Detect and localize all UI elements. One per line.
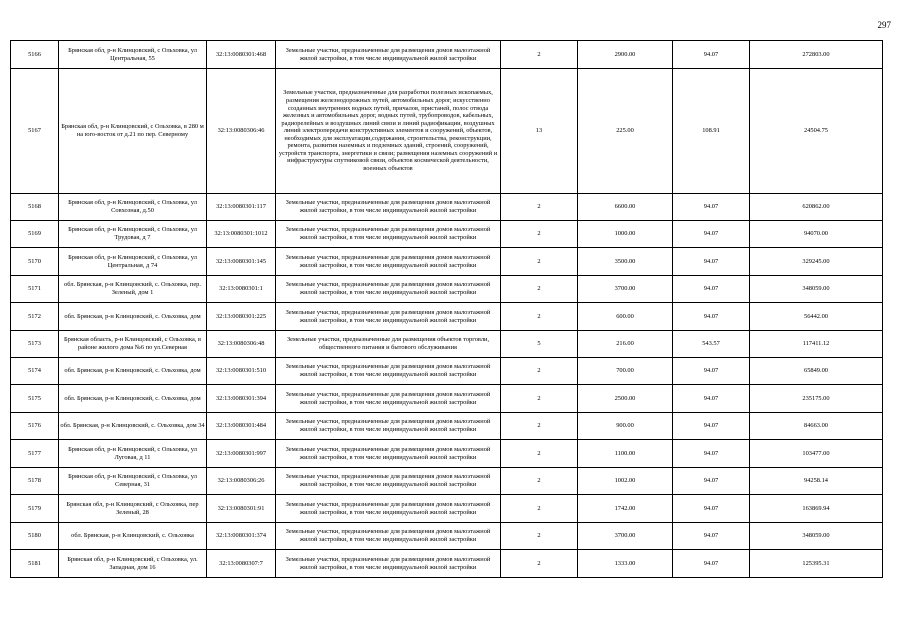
specific-value-cell: 94.07 — [673, 440, 750, 468]
cadastral-value-cell: 94258.14 — [750, 468, 883, 495]
category-cell: 5 — [501, 331, 578, 358]
specific-value-cell: 94.07 — [673, 194, 750, 221]
table-row — [11, 550, 883, 578]
row-number-cell: 5181 — [11, 550, 59, 578]
specific-value-cell: 94.07 — [673, 276, 750, 303]
row-number-cell: 5180 — [11, 523, 59, 550]
table-row — [11, 276, 883, 303]
cadastral-value-cell: 125395.31 — [750, 550, 883, 578]
category-cell: 2 — [501, 276, 578, 303]
cadastral-number-cell: 32:13:0080301:1012 — [207, 221, 276, 248]
address-cell: Брянская обл, р-н Клинцовский, с Ольховка, пер Зеленый, 28 — [59, 495, 207, 523]
specific-value-cell: 94.07 — [673, 523, 750, 550]
address-cell: Брянская обл, р-н Клинцовский, с Ольховка, в 280 м на юго-восток от д.21 по пер. Северному — [59, 69, 207, 194]
permitted-use-cell: Земельные участки, предназначенные для размещения домов малоэтажной жилой застройки, в том числе индивидуальной жилой застройки — [276, 550, 501, 578]
address-cell: Брянская область, р-н Клинцовский, с Ольховка, в районе жилого дома №6 по ул.Северная — [59, 331, 207, 358]
area-cell: 900.00 — [578, 413, 673, 440]
permitted-use-cell: Земельные участки, предназначенные для разработки полезных ископаемых, размещения железнодорожных путей, автомобильных дорог, искусственно созданных внутренних водных путей, причалов, пристаней, полос отвода железных и автомобильных дорог, водных путей, трубопроводов, кабельных, радиорелейных и воздушных линий связи и линий радиофикации, воздушных линий электропередачи конструктивных элементов и сооружений, объектов, необходимых для эксплуатации,содержания, строительства, реконструкции, ремонта, развития наземных и подземных зданий, строений, сооружений, устройств транспорта, энергетики и связи; размещения наземных сооружений и инфраструктуры спутниковой связи, объектов космической деятельности, военных объектов — [276, 69, 501, 194]
permitted-use-cell: Земельные участки, предназначенные для размещения домов малоэтажной жилой застройки, в том числе индивидуальной жилой застройки — [276, 385, 501, 413]
address-cell: Брянская обл, р-н Клинцовский, с Ольховка, ул Центральная, 55 — [59, 41, 207, 69]
permitted-use-cell: Земельные участки, предназначенные для размещения домов малоэтажной жилой застройки, в том числе индивидуальной жилой застройки — [276, 248, 501, 276]
category-cell: 2 — [501, 468, 578, 495]
area-cell: 2500.00 — [578, 385, 673, 413]
area-cell: 1002.00 — [578, 468, 673, 495]
permitted-use-cell: Земельные участки, предназначенные для размещения домов малоэтажной жилой застройки, в том числе индивидуальной жилой застройки — [276, 194, 501, 221]
cadastral-number-cell: 32:13:0080301:468 — [207, 41, 276, 69]
cadastral-value-cell: 84663.00 — [750, 413, 883, 440]
permitted-use-cell: Земельные участки, предназначенные для размещения домов малоэтажной жилой застройки, в том числе индивидуальной жилой застройки — [276, 413, 501, 440]
specific-value-cell: 94.07 — [673, 221, 750, 248]
area-cell: 2900.00 — [578, 41, 673, 69]
cadastral-number-cell: 32:13:0080301:225 — [207, 303, 276, 331]
cadastral-number-cell: 32:13:0080301:394 — [207, 385, 276, 413]
cadastral-number-cell: 32:13:0080301:374 — [207, 523, 276, 550]
permitted-use-cell: Земельные участки, предназначенные для размещения домов малоэтажной жилой застройки, в том числе индивидуальной жилой застройки — [276, 276, 501, 303]
cadastral-value-cell: 235175.00 — [750, 385, 883, 413]
specific-value-cell: 94.07 — [673, 413, 750, 440]
cadastral-value-cell: 24504.75 — [750, 69, 883, 194]
row-number-cell: 5176 — [11, 413, 59, 440]
category-cell: 2 — [501, 358, 578, 385]
row-number-cell: 5175 — [11, 385, 59, 413]
permitted-use-cell: Земельные участки, предназначенные для размещения домов малоэтажной жилой застройки, в том числе индивидуальной жилой застройки — [276, 468, 501, 495]
category-cell: 2 — [501, 41, 578, 69]
area-cell: 1100.00 — [578, 440, 673, 468]
category-cell: 2 — [501, 413, 578, 440]
row-number-cell: 5172 — [11, 303, 59, 331]
specific-value-cell: 94.07 — [673, 358, 750, 385]
specific-value-cell: 94.07 — [673, 550, 750, 578]
specific-value-cell: 94.07 — [673, 385, 750, 413]
area-cell: 225.00 — [578, 69, 673, 194]
cadastral-value-cell: 117411.12 — [750, 331, 883, 358]
area-cell: 3700.00 — [578, 276, 673, 303]
address-cell: Брянская обл, р-н Клинцовский, с Ольховка, ул. Западная, дом 16 — [59, 550, 207, 578]
table-row — [11, 385, 883, 413]
permitted-use-cell: Земельные участки, предназначенные для размещения домов малоэтажной жилой застройки, в том числе индивидуальной жилой застройки — [276, 358, 501, 385]
cadastral-number-cell: 32:13:0080307:7 — [207, 550, 276, 578]
area-cell: 700.00 — [578, 358, 673, 385]
table-row — [11, 523, 883, 550]
area-cell: 3500.00 — [578, 248, 673, 276]
category-cell: 2 — [501, 221, 578, 248]
row-number-cell: 5168 — [11, 194, 59, 221]
cadastral-number-cell: 32:13:0080301:484 — [207, 413, 276, 440]
specific-value-cell: 94.07 — [673, 41, 750, 69]
category-cell: 2 — [501, 303, 578, 331]
specific-value-cell: 94.07 — [673, 495, 750, 523]
permitted-use-cell: Земельные участки, предназначенные для размещения домов малоэтажной жилой застройки, в том числе индивидуальной жилой застройки — [276, 303, 501, 331]
cadastral-number-cell: 32:13:0080306:26 — [207, 468, 276, 495]
cadastral-number-cell: 32:13:0080301:91 — [207, 495, 276, 523]
row-number-cell: 5167 — [11, 69, 59, 194]
address-cell: Брянская обл, р-н Клинцовский, с Ольховка, ул Северная, 31 — [59, 468, 207, 495]
area-cell: 1333.00 — [578, 550, 673, 578]
area-cell: 6600.00 — [578, 194, 673, 221]
table-row — [11, 194, 883, 221]
category-cell: 2 — [501, 385, 578, 413]
category-cell: 2 — [501, 440, 578, 468]
cadastral-value-cell: 272803.00 — [750, 41, 883, 69]
cadastral-value-cell: 620862.00 — [750, 194, 883, 221]
table-row — [11, 358, 883, 385]
address-cell: Брянская обл, р-н Клинцовский, с Ольховка, ул Трудовая, д 7 — [59, 221, 207, 248]
row-number-cell: 5170 — [11, 248, 59, 276]
address-cell: обл. Брянская, р-н Клинцовский, с. Ольховка, дом — [59, 385, 207, 413]
table-row — [11, 221, 883, 248]
table-body — [11, 41, 883, 578]
cadastral-number-cell: 32:13:0080301:997 — [207, 440, 276, 468]
permitted-use-cell: Земельные участки, предназначенные для размещения домов малоэтажной жилой застройки, в том числе индивидуальной жилой застройки — [276, 440, 501, 468]
address-cell: обл. Брянская, р-н Клинцовский, с. Ольховка, пер. Зеленый, дом 1 — [59, 276, 207, 303]
category-cell: 2 — [501, 248, 578, 276]
address-cell: Брянская обл, р-н Клинцовский, с Ольховка, ул Центральная, д 74 — [59, 248, 207, 276]
area-cell: 3700.00 — [578, 523, 673, 550]
area-cell: 216.00 — [578, 331, 673, 358]
cadastral-value-cell: 163869.94 — [750, 495, 883, 523]
specific-value-cell: 94.07 — [673, 248, 750, 276]
table-row — [11, 440, 883, 468]
row-number-cell: 5178 — [11, 468, 59, 495]
table-row — [11, 495, 883, 523]
cadastral-number-cell: 32:13:0080301:145 — [207, 248, 276, 276]
row-number-cell: 5173 — [11, 331, 59, 358]
cadastral-value-cell: 329245.00 — [750, 248, 883, 276]
specific-value-cell: 108.91 — [673, 69, 750, 194]
permitted-use-cell: Земельные участки, предназначенные для размещения домов малоэтажной жилой застройки, в том числе индивидуальной жилой застройки — [276, 41, 501, 69]
land-registry-table — [10, 40, 883, 578]
cadastral-value-cell: 103477.00 — [750, 440, 883, 468]
cadastral-number-cell: 32:13:0080301:1 — [207, 276, 276, 303]
cadastral-number-cell: 32:13:0080306:46 — [207, 69, 276, 194]
address-cell: обл. Брянская, р-н Клинцовский, с. Ольховка, дом — [59, 303, 207, 331]
category-cell: 2 — [501, 194, 578, 221]
area-cell: 1742.00 — [578, 495, 673, 523]
permitted-use-cell: Земельные участки, предназначенные для размещения домов малоэтажной жилой застройки, в том числе индивидуальной жилой застройки — [276, 523, 501, 550]
specific-value-cell: 94.07 — [673, 303, 750, 331]
table-row — [11, 303, 883, 331]
category-cell: 2 — [501, 550, 578, 578]
address-cell: Брянская обл, р-н Клинцовский, с Ольховка, ул Луговая, д 11 — [59, 440, 207, 468]
address-cell: обл. Брянская, р-н Клинцовский, с. Ольховка, дом — [59, 358, 207, 385]
row-number-cell: 5174 — [11, 358, 59, 385]
cadastral-number-cell: 32:13:0080301:510 — [207, 358, 276, 385]
cadastral-number-cell: 32:13:0080301:117 — [207, 194, 276, 221]
cadastral-value-cell: 348059.00 — [750, 523, 883, 550]
table-row — [11, 468, 883, 495]
address-cell: обл. Брянская, р-н Клинцовский, с. Ольховка — [59, 523, 207, 550]
table-row — [11, 413, 883, 440]
cadastral-value-cell: 56442.00 — [750, 303, 883, 331]
row-number-cell: 5169 — [11, 221, 59, 248]
row-number-cell: 5177 — [11, 440, 59, 468]
cadastral-value-cell: 348059.00 — [750, 276, 883, 303]
row-number-cell: 5171 — [11, 276, 59, 303]
page-number: 297 — [877, 20, 891, 30]
table-row — [11, 41, 883, 69]
cadastral-value-cell: 65849.00 — [750, 358, 883, 385]
category-cell: 13 — [501, 69, 578, 194]
specific-value-cell: 94.07 — [673, 468, 750, 495]
table-row — [11, 248, 883, 276]
permitted-use-cell: Земельные участки, предназначенные для размещения домов малоэтажной жилой застройки, в том числе индивидуальной жилой застройки — [276, 221, 501, 248]
category-cell: 2 — [501, 495, 578, 523]
area-cell: 1000.00 — [578, 221, 673, 248]
specific-value-cell: 543.57 — [673, 331, 750, 358]
table-row — [11, 69, 883, 194]
table-row — [11, 331, 883, 358]
cadastral-value-cell: 94070.00 — [750, 221, 883, 248]
address-cell: Брянская обл, р-н Клинцовский, с Ольховка, ул Совхозная, д.50 — [59, 194, 207, 221]
cadastral-number-cell: 32:13:0080306:48 — [207, 331, 276, 358]
permitted-use-cell: Земельные участки, предназначенные для размещения объектов торговли, общественного питания и бытового обслуживания — [276, 331, 501, 358]
permitted-use-cell: Земельные участки, предназначенные для размещения домов малоэтажной жилой застройки, в том числе индивидуальной жилой застройки — [276, 495, 501, 523]
address-cell: обл. Брянская, р-н Клинцовский, с. Ольховка, дом 34 — [59, 413, 207, 440]
row-number-cell: 5179 — [11, 495, 59, 523]
row-number-cell: 5166 — [11, 41, 59, 69]
category-cell: 2 — [501, 523, 578, 550]
area-cell: 600.00 — [578, 303, 673, 331]
